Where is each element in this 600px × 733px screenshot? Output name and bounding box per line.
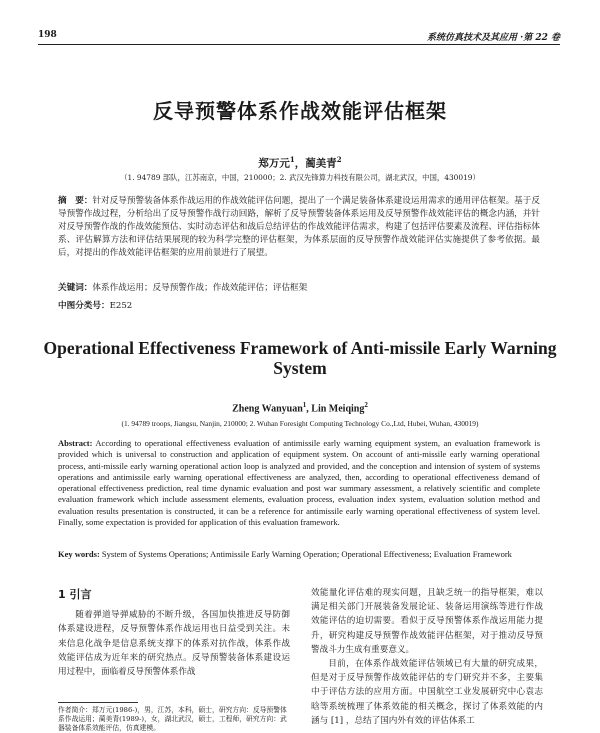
english-authors: [0, 401, 600, 414]
classification-label: 中图分类号：: [58, 301, 110, 311]
header-rule: [38, 44, 560, 45]
abstract-label: Abstract:: [58, 438, 93, 448]
body-paragraph: 目前，在体系作战效能评估领域已有大量的研究成果，但是对于反导预警作战效能评估的专门研究并不多，主要集中于评估方法的应用方面。中国航空工业发展研究中心袁志晗等系统梳理了体系效能的相关概念，探讨了体系效能的内涵与 [1] ，总结了国内外有效的评估体系工: [311, 659, 543, 726]
keywords-label: Key words:: [58, 549, 100, 559]
english-abstract: [58, 438, 540, 528]
keywords-label: 关键词：: [58, 283, 93, 293]
english-keywords: [58, 549, 540, 560]
running-header: [38, 30, 560, 44]
body-column-left: [58, 588, 290, 679]
chinese-title: 反导预警体系作战效能评估框架: [153, 99, 447, 123]
page-number: 198: [38, 30, 57, 40]
author-affil-mark: 2: [364, 401, 368, 409]
footnote-rule: [58, 702, 138, 703]
english-title: Operational Effectiveness Framework of Anti-missile Early Warning System: [43, 338, 557, 378]
classification-number: [58, 299, 540, 311]
author-footnote: 作者简介：郑万元(1986-)，男，江苏，本科，硕士，研究方向：反导预警体系作战运用；蔺美青(1989-)，女，湖北武汉，硕士，工程师，研究方向：武器装备体系效能评估，仿真建模。: [58, 706, 287, 732]
author-name: 郑万元: [258, 157, 290, 170]
chinese-keywords: [58, 281, 540, 293]
abstract-text: According to operational effectiveness evaluation of antimissile early warning equipment system, an evaluation framework is provided which is universal to construction and application of equipment system. On account of anti-missile early warning operational process, anti-missile early warning operational action loop is analyzed and provided, and the conception and intension of system of systems operations and antimissile early warning operational effectiveness are analyzed, then, according to operational effectiveness demand of operational effectiveness prediction, real time dynamic evaluation and post war summary assessment, a relatively scientific and complete evaluation framework which include assessment elements, evaluation process, evaluation index system, evaluation solution method and evaluation results presentation is constructed, it can be a reference for antimissile early warning operational effectiveness of system level. Finally, some expectation is provided for application of this evaluation framework.: [58, 438, 541, 528]
keywords-text: System of Systems Operations; Antimissile Early Warning Operation; Operational Effectiveness; Evaluation Framework: [101, 549, 512, 559]
chinese-affiliation: （1. 94789 部队，江苏南京，中国，210000；2. 武汉先锋算力科技有限公司，湖北武汉，中国，430019）: [120, 173, 480, 182]
author-name: Zheng Wanyuan: [232, 403, 303, 415]
chinese-authors: [0, 155, 600, 171]
author-affil-mark: 1: [289, 155, 295, 164]
author-separator: ,: [306, 403, 312, 415]
journal-name: 系统仿真技术及其应用 ·第 22 卷: [426, 33, 560, 43]
author-separator: ，: [294, 157, 306, 170]
body-column-right: [311, 586, 543, 728]
author-name: 蔺美青: [305, 157, 337, 170]
classification-value: E252: [109, 301, 133, 311]
keywords-text: 体系作战运用；反导预警作战；作战效能评估；评估框架: [92, 283, 308, 293]
author-name: Lin Meiqing: [311, 403, 365, 415]
abstract-text: 针对反导预警装备体系作战运用的作战效能评估问题，提出了一个满足装备体系建设运用需求的通用评估框架。基于反导预警作战过程，分析给出了反导预警作战行动回路，解析了反导预警装备体系运用及反导预警作战效能评估的概念内涵，并针对反导预警作战的作战效能预估、实时动态评估和战后总结评估的作战效能评估需求，构建了包括评估要素及流程、评估指标体系、评估解算方法和评估结果展现的较为科学完整的评估框架，为体系层面的反导预警作战效能评估实施提供了参考依据。最后，对提出的作战效能评估框架的应用前景进行了展望。: [58, 196, 540, 259]
body-paragraph: 随着弹道导弹威胁的不断升级，各国加快推进反导防御体系建设进程，反导预警体系作战运用也日益受到关注。未来信息化战争是信息系统支撑下的体系对抗作战，体系作战效能评估成为近年来的研究热点。反导预警装备体系建设运用过程中，面临着反导预警体系作战: [58, 610, 290, 678]
chinese-abstract: [58, 195, 540, 260]
author-affil-mark: 1: [302, 401, 307, 409]
body-paragraph: 效能量化评估难的现实问题，且缺乏统一的指导框架，难以满足相关部门开展装备发展论证、装备运用演练等进行作战效能评估的迫切需要。看似于反导预警体系作战运用能力提升，研究构建反导预警作战效能评估框架，对于推动反导预警战斗力生成有重要意义。: [311, 588, 543, 655]
english-affiliation: (1. 94789 troops, Jiangsu, Nanjin, 210000; 2. Wuhan Foresight Computing Technology Co.,Ltd, Hubei, Wuhan, 430019): [121, 419, 479, 428]
section-heading: 1 引言: [58, 588, 92, 601]
author-affil-mark: 2: [336, 155, 342, 164]
abstract-label: 摘 要：: [58, 196, 93, 206]
